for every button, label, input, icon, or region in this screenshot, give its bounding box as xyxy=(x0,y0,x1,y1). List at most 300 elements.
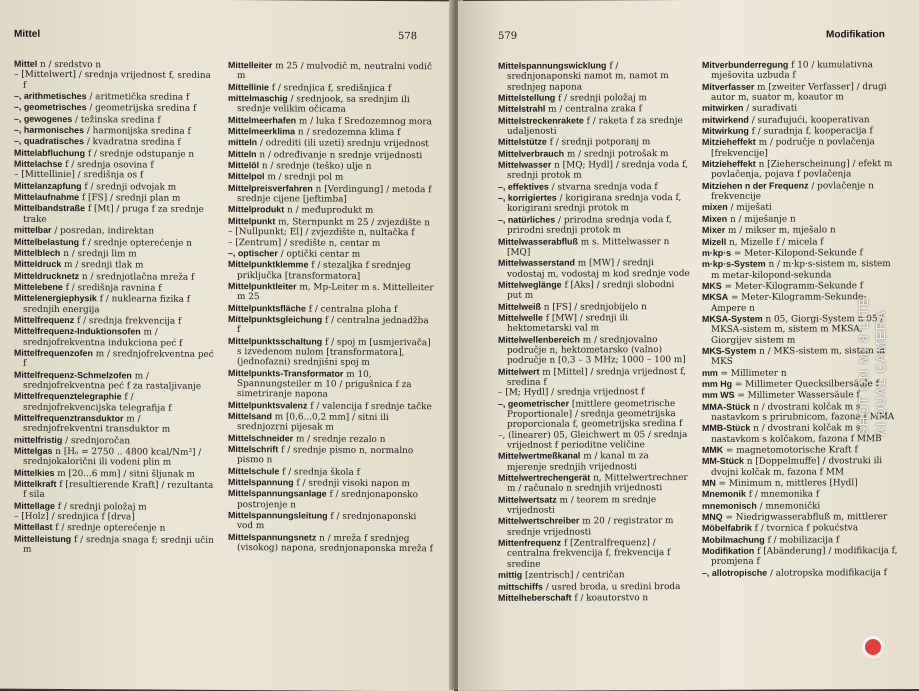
entry-headword: Mittelleistung xyxy=(14,533,72,544)
entry-headword: Mixer xyxy=(702,224,726,236)
entry-definition: / alotropska modifikacija f xyxy=(769,567,887,579)
entry-headword: Modifikation xyxy=(702,545,755,557)
left-header-word: Mittel xyxy=(14,28,41,40)
entry-definition: f / srednja snaga f; srednji učin m xyxy=(23,534,214,555)
entry-headword: Mittelpunktsgleichung xyxy=(228,313,323,325)
entry-headword: Mitteln xyxy=(228,148,257,159)
entry-headword: Mittelkraft xyxy=(14,478,57,490)
entry-headword: Mittelwert xyxy=(498,366,540,377)
entry-definition: = magnetomotorische Kraft f xyxy=(726,445,858,456)
entry-headword: MKSA-System xyxy=(702,313,763,324)
dictionary-entry xyxy=(228,314,434,337)
entry-definition: f / centralna ploha f xyxy=(308,304,398,315)
entry-headword: Mittelfrequenzofen xyxy=(14,347,93,359)
dictionary-entry xyxy=(498,235,690,258)
dictionary-entry xyxy=(14,391,214,414)
entry-definition: f / srednje pismo n, normalno pismo n xyxy=(237,445,414,466)
entry-definition: f [MW] / srednji ili hektometarski val m xyxy=(507,313,628,335)
dictionary-entry xyxy=(228,368,434,401)
dictionary-entry xyxy=(702,444,898,456)
entry-headword: Mittelheberschaft xyxy=(498,592,572,603)
entry-definition: – [Zentrum] / središte n, centar m xyxy=(228,237,381,249)
entry-headword: Mitteldrucknetz xyxy=(14,270,80,281)
entry-definition: = Millimeter Wassersäule f xyxy=(737,390,860,402)
entry-headword: Mittelleiter xyxy=(228,60,273,71)
entry-definition: / harmonijska sredina f xyxy=(86,126,191,137)
entry-definition: f / srednji potporanj m xyxy=(549,137,651,149)
entry-headword: mittelfristig xyxy=(14,434,63,445)
entry-headword: MKSA xyxy=(702,292,729,303)
dictionary-entry xyxy=(498,279,690,302)
camera-watermark xyxy=(855,297,889,436)
dictionary-entry xyxy=(702,202,898,214)
entry-headword: Mittenfrequenz xyxy=(498,537,562,548)
entry-definition: / surađivati xyxy=(746,103,798,115)
entry-headword: Mittelspannung xyxy=(228,477,294,488)
entry-headword: mixen xyxy=(702,202,728,213)
entry-definition: = Minimum n, mittleres [Hydl] xyxy=(718,478,858,489)
entry-definition: m / teorem m srednje vrijednosti xyxy=(507,494,657,516)
entry-definition: f [Zentralfrequenz] / centralna frekvencija f, frekvencija f sredine xyxy=(507,538,671,570)
entry-headword: Mittelwertrechengerät xyxy=(498,472,591,483)
dictionary-entry xyxy=(702,236,898,248)
dictionary-entry xyxy=(228,532,434,555)
entry-definition: = Millimeter Quecksilbersäule f xyxy=(734,379,879,390)
entry-headword: Mittelstreckenrakete xyxy=(498,115,584,126)
entry-definition: f / srednje odstupanje n xyxy=(87,148,195,160)
entry-headword: MNQ xyxy=(702,511,723,523)
entry-headword: Mitverfasser xyxy=(702,81,755,92)
dictionary-entry xyxy=(498,592,690,604)
dictionary-entry xyxy=(498,103,690,115)
entry-definition: f / srednjonaponski vod m xyxy=(237,511,417,532)
entry-definition: m / srednji tlak m xyxy=(64,260,144,271)
entry-definition: m 10, Spannungsteiler m 10 / prigušnica f za simetriranje napona xyxy=(237,369,412,400)
entry-headword: Mittelspannungsleitung xyxy=(228,510,328,521)
dictionary-entry xyxy=(228,93,434,116)
entry-definition: n / međuprodukt m xyxy=(287,205,374,217)
entry-definition: – [Mittellinie] / središnja os f xyxy=(14,170,144,181)
entry-headword: Mittelwasserstand xyxy=(498,257,575,269)
entry-definition: n / sredozemna klima f xyxy=(297,127,401,139)
entry-headword: mittelbar xyxy=(14,224,52,236)
entry-headword: Mittelgas xyxy=(14,445,53,456)
entry-headword: Mittelfrequenz-Schmelzofen xyxy=(14,369,132,381)
entry-headword: MKS xyxy=(702,280,722,291)
entry-headword: Mittelstellung xyxy=(498,92,556,103)
entry-headword: Mittelmeerhafen xyxy=(228,114,297,126)
entry-definition: n / mreža f srednjeg (visokog) napona, srednjonaponska mreža f xyxy=(237,533,433,555)
entry-definition: m s. Mittelwasser n [MQ] xyxy=(507,236,670,258)
entry-definition: / geometrijska sredina f xyxy=(89,103,197,115)
entry-definition: m [0,6...0,2 mm] / sitni ili srednjozrni pijesak m xyxy=(237,412,389,433)
entry-definition: f / srednji visoki napon m xyxy=(296,478,410,490)
entry-definition: m / kanal m za mjerenje srednjih vrijednosti xyxy=(507,451,649,473)
entry-definition: f / spoj m [usmjerivača] s izvedenom nulom [transformatora], (jednofazni) srednjišni spoj m xyxy=(237,337,431,369)
entry-headword: Mittelbelastung xyxy=(14,236,80,247)
dictionary-entry xyxy=(498,257,690,280)
entry-headword: Mittellinie xyxy=(228,81,269,92)
entry-definition: f / srednjofrekvencijska telegrafija f xyxy=(23,392,172,414)
entry-headword: Mittelabfluchung xyxy=(14,147,85,158)
dictionary-entry xyxy=(702,523,898,535)
entry-definition: m / srednje rezalo n xyxy=(295,434,386,445)
entry-definition: f [Aks] / srednji slobodni put m xyxy=(507,279,675,302)
entry-headword: Mitzieheffekt xyxy=(702,137,756,148)
entry-headword: Mittelsand xyxy=(228,411,272,422)
entry-definition: n / srednje (teško) ulje n xyxy=(261,161,372,172)
dictionary-entry xyxy=(498,569,690,581)
entry-definition: n [Verdingung] / metoda f srednje cijene [jeftimba] xyxy=(237,184,432,205)
dictionary-entry xyxy=(702,488,898,500)
entry-headword: m·kp·s xyxy=(702,247,732,258)
right-page xyxy=(458,0,919,691)
entry-definition: m / srednjofrekventna peć f xyxy=(23,349,214,370)
entry-headword: Mitwirkung xyxy=(702,125,749,137)
entry-headword: Mittelschrift xyxy=(228,444,279,455)
entry-definition: f / srednje opterećenje n xyxy=(81,237,192,249)
entry-definition: n [Hₒ = 2750 .. 4800 kcal/Nm³] / srednjokalorični ili vodeni plin m xyxy=(23,446,202,469)
entry-definition: f / srednja frekvencija f xyxy=(76,315,182,327)
entry-definition: m / centralna zraka f xyxy=(548,104,642,115)
entry-definition: n / dvostrani kolčak m s nastavkom s prirubnicom, fazona f MMA xyxy=(711,401,895,423)
entry-headword: MN xyxy=(702,477,716,489)
entry-headword: Mittelanzapfung xyxy=(14,180,82,191)
dictionary-entry xyxy=(228,281,434,304)
entry-definition: m, Sternpunkt m 25 / zvjezdište n xyxy=(278,217,430,229)
entry-headword: mittig xyxy=(498,569,523,580)
entry-definition: m / srednjofrekventna indukciona peć f xyxy=(23,327,183,349)
entry-headword: Mittelpunktleiter xyxy=(228,280,297,292)
entry-definition: m / srednjovalno područje n, hektometarsko (valno) područje n [0,3 – 3 MHz; 1000 – 100 m] xyxy=(507,334,686,367)
entry-definition: f / srednja osovina f xyxy=(65,160,154,171)
entry-definition: f / središnja ravnina f xyxy=(65,282,162,294)
entry-headword: Mittelstütze xyxy=(498,137,547,148)
entry-headword: Möbelfabrik xyxy=(702,523,752,534)
entry-headword: Mittelwellenbereich xyxy=(498,334,580,345)
entry-headword: –, harmonisches xyxy=(14,124,85,136)
dictionary-entry xyxy=(498,136,690,148)
entry-definition: = Meter-Kilogramm-Sekunde f xyxy=(724,281,864,292)
entry-definition: f / mobilizacija f xyxy=(767,535,840,546)
dictionary-entry xyxy=(498,214,690,237)
entry-definition: f / suradnja f, kooperacija f xyxy=(751,126,873,137)
entry-definition: f / srednja škola f xyxy=(282,467,360,478)
entry-definition: f / srednjonaponsko postrojenje n xyxy=(237,490,418,511)
left-page-number: 578 xyxy=(398,31,418,43)
entry-headword: Mittelöl xyxy=(228,160,260,171)
entry-definition: f / srednjica f, središnjica f xyxy=(271,82,392,94)
entry-headword: MMK xyxy=(702,444,724,455)
entry-headword: Mizell xyxy=(702,236,727,247)
entry-definition: f / srednje opterećenje n xyxy=(55,523,166,535)
dictionary-entry xyxy=(228,510,434,533)
entry-definition: = Meter-Kilogramm-Sekunde-Ampere n xyxy=(711,292,867,314)
watermark-line-1: SHOT ON MI 8 LITE xyxy=(856,296,871,436)
watermark-line-2: AI DUAL CAMERA xyxy=(873,309,888,436)
dictionary-entry xyxy=(228,137,434,150)
entry-definition: n / MKS-sistem m, sistem m MKS xyxy=(711,346,886,368)
entry-definition: / srednjoročan xyxy=(65,435,131,447)
entry-definition: m [zweiter Verfasser] / drugi autor m, suator m, koautor m xyxy=(711,81,887,103)
entry-headword: Mittelwelle xyxy=(498,312,543,323)
entry-definition: / posredan, indirektan xyxy=(54,226,155,237)
entry-definition: = Niedrigwasserabfluß m, mittlerer xyxy=(725,512,888,523)
entry-headword: Mittelblech xyxy=(14,247,61,258)
entry-definition: n [FS] / srednjobijelo n xyxy=(543,301,647,313)
entry-definition: m / luka f Sredozemnog mora xyxy=(298,116,432,127)
entry-headword: Mitteldruck xyxy=(14,258,62,270)
entry-headword: Mittelwertsatz xyxy=(498,494,557,505)
dictionary-entry xyxy=(702,224,898,236)
entry-definition: f / tvornica f pokućstva xyxy=(754,523,858,535)
dictionary-entry xyxy=(702,180,898,203)
dictionary-entry xyxy=(228,444,434,467)
entry-headword: mittelmaschig xyxy=(228,93,288,104)
entry-headword: Mittelfrequenz-Induktionsofen xyxy=(14,325,141,337)
entry-definition: / srednjook, sa srednjim ili srednje velikim očicama xyxy=(237,94,410,116)
entry-definition: [mittlere geometrische Proportionale] / srednja geometrijska proporcionala f, geometrijska sredina f xyxy=(507,398,683,431)
dictionary-entry xyxy=(702,280,898,292)
entry-headword: Mittelspannungsnetz xyxy=(228,531,317,543)
entry-headword: mm Hg xyxy=(702,378,733,389)
dictionary-entry xyxy=(228,411,434,434)
entry-definition: / surađujući, kooperativan xyxy=(751,114,870,126)
dictionary-entry xyxy=(14,293,214,316)
entry-definition: m 20 / registrator m srednje vrijednosti xyxy=(507,516,674,538)
entry-definition: – [M; Hydl] / srednja vrijednost f xyxy=(498,387,645,399)
entry-definition: / kvadratna sredina f xyxy=(86,137,181,149)
entry-headword: Mittelspannungsanlage xyxy=(228,488,327,500)
entry-headword: mittschiffs xyxy=(498,581,543,592)
dictionary-entry xyxy=(498,494,690,517)
entry-definition: n, Mizelle f / micela f xyxy=(729,236,824,248)
entry-headword: Mittelfrequenz xyxy=(14,314,75,325)
entry-headword: Mittelschneider xyxy=(228,432,294,444)
entry-definition: f / srednji položaj m xyxy=(558,93,647,104)
entry-definition: f / centralna jednadžba f xyxy=(237,315,429,336)
entry-definition: / korigirana srednja voda f, korigirani srednji protok m xyxy=(507,193,682,215)
dictionary-entry xyxy=(702,567,898,579)
entry-definition: / težinska sredina f xyxy=(75,114,161,126)
entry-headword: Mixen xyxy=(702,213,728,224)
entry-definition: n / m·kp·s-sistem m, sistem m metar-kilopond-sekunda xyxy=(711,259,891,281)
entry-definition: m [Mittel] / srednja vrijednost f, sredina f xyxy=(507,366,687,388)
dictionary-entry xyxy=(14,446,214,469)
entry-definition: [zentrisch] / centričan xyxy=(524,570,625,581)
dictionary-entry xyxy=(14,203,214,226)
dictionary-entry xyxy=(702,114,898,126)
entry-definition: – [Holz] / srednjica f [drva] xyxy=(14,511,135,523)
entry-definition: m / srednjofrekventna peć f za rastaljivanje xyxy=(23,371,202,392)
entry-definition: m / srednji potrošak m xyxy=(566,148,669,160)
entry-definition: m, Mp-Leiter m s. Mittelleiter m 25 xyxy=(237,282,434,303)
entry-definition: f [resultierende Kraft] / rezultanta f sila xyxy=(23,480,214,501)
entry-headword: Mittelschule xyxy=(228,465,280,477)
dictionary-entry xyxy=(14,479,214,502)
dictionary-entry xyxy=(702,247,898,259)
entry-headword: MMA-Stück xyxy=(702,401,751,412)
entry-headword: –, effektives xyxy=(498,181,549,192)
entry-headword: Mittelprodukt xyxy=(228,204,285,215)
dictionary-entry xyxy=(498,450,690,473)
dictionary-entry xyxy=(14,369,214,392)
entry-headword: Mittelfrequenztelegraphie xyxy=(14,391,122,402)
entry-definition: / usred broda, u sredini broda xyxy=(545,581,681,593)
entry-headword: Mittelpunktklemme xyxy=(228,259,309,270)
dictionary-entry xyxy=(498,430,690,452)
right-header-word: Modifikation xyxy=(826,29,885,41)
dictionary-entry xyxy=(702,136,898,159)
dictionary-entry xyxy=(498,398,690,431)
entry-headword: Mittelwertschreiber xyxy=(498,515,580,527)
entry-definition: / miješati xyxy=(730,203,772,214)
entry-definition: f / srednji odvojak m xyxy=(84,181,177,193)
entry-definition: n [Doppelmuffe] / dvostruki ili dvojni kolčak m, fazona f MM xyxy=(711,456,883,478)
entry-definition: / optički centar m xyxy=(280,249,361,260)
entry-headword: Mitverbunderregung xyxy=(702,59,789,70)
entry-headword: Mittellast xyxy=(14,522,53,533)
entry-definition: – [Nullpunkt; El] / zvjezdište n, nultačka f xyxy=(228,227,415,239)
entry-definition: = Meter-Kilopond-Sekunde f xyxy=(733,248,863,259)
entry-definition: m / srednji pol m xyxy=(267,172,344,184)
dictionary-entry xyxy=(702,213,898,225)
entry-definition: / odrediti (ili uzeti) srednju vrijednost xyxy=(259,138,429,150)
right-page-number: 579 xyxy=(498,30,518,42)
entry-headword: Mittelverbrauch xyxy=(498,148,565,159)
entry-headword: Mittelwasser xyxy=(498,159,552,170)
entry-headword: –, geometrischer xyxy=(498,398,570,409)
entry-headword: Mittelweiß xyxy=(498,301,541,312)
entry-definition: / prirodna srednja voda f, prirodni srednji protok m xyxy=(507,214,672,236)
dictionary-entry xyxy=(702,81,898,104)
entry-headword: Mittelmeerklima xyxy=(228,126,296,137)
dictionary-entry xyxy=(498,181,690,193)
entry-headword: mnemonisch xyxy=(702,500,757,511)
entry-definition: n / srednji lim m xyxy=(63,248,137,260)
dictionary-entry xyxy=(702,545,898,568)
dictionary-entry xyxy=(14,70,214,92)
entry-headword: Mittelpunktsfläche xyxy=(228,302,306,314)
dictionary-entry xyxy=(702,500,898,512)
entry-headword: –, allotropische xyxy=(702,567,768,578)
entry-headword: Mittelwasserabfluß xyxy=(498,235,578,247)
entry-definition: f / valencija f srednje tačke xyxy=(310,401,432,412)
entry-definition: n / miješanje n xyxy=(729,214,796,225)
entry-definition: f [FS] / srednji plan m xyxy=(81,193,181,204)
entry-headword: Mnemonik xyxy=(702,489,746,500)
dictionary-entry xyxy=(702,59,898,82)
entry-definition: m [MW] / srednji vodostaj m, vodostaj m kod srednje vode xyxy=(507,258,690,280)
entry-definition: m [20...6 mm] / sitni šljunak m xyxy=(57,468,195,480)
entry-headword: MM-Stück xyxy=(702,456,744,467)
dictionary-entry xyxy=(498,472,690,495)
left-column-2 xyxy=(228,60,434,555)
entry-headword: Mittel xyxy=(14,58,38,69)
entry-headword: –, arithmetisches xyxy=(14,90,87,102)
entry-definition: n / određivanje n srednje vrijednosti xyxy=(259,149,423,161)
entry-definition: f / raketa f za srednje udaljenosti xyxy=(507,115,683,137)
dictionary-entry xyxy=(498,537,690,570)
dictionary-entry xyxy=(14,348,214,371)
dictionary-entry xyxy=(498,192,690,215)
right-column-1 xyxy=(498,60,690,604)
dictionary-entry xyxy=(228,259,434,282)
entry-definition: / stvarna srednja voda f xyxy=(551,181,658,193)
entry-headword: Mittelachse xyxy=(14,158,63,170)
entry-headword: –, natürliches xyxy=(498,214,556,225)
entry-definition: n, Mittelwertrechner m / računalo n srednjih vrijednosti xyxy=(507,473,688,495)
entry-headword: Mittelpunkts-Transformator xyxy=(228,367,344,379)
dictionary-entry xyxy=(498,366,690,389)
entry-headword: Mittelpreisverfahren xyxy=(228,182,313,194)
entry-definition: = Millimeter n xyxy=(720,368,787,379)
dictionary-entry xyxy=(702,534,898,546)
entry-definition: n 05, Giorgi-System n 05 / MKSA-sistem m, sistem m MKSA, Giorgijev sistem m xyxy=(711,314,884,346)
dictionary-entry xyxy=(498,115,690,138)
dictionary-entry xyxy=(498,92,690,104)
dictionary-entry xyxy=(702,125,898,137)
entry-definition: f [Mt] / pruga f za srednje trake xyxy=(23,204,204,225)
entry-headword: Mittelpunktsschaltung xyxy=(228,335,323,347)
entry-definition: m / mikser m, mješalo n xyxy=(728,225,836,236)
dictionary-entry xyxy=(702,158,898,181)
entry-headword: Mittelpol xyxy=(228,171,265,182)
dictionary-entry xyxy=(14,413,214,436)
entry-headword: Mittelwertmeßkanal xyxy=(498,450,581,462)
entry-headword: Mittelstrahl xyxy=(498,103,546,115)
entry-headword: Mittelaufnahme xyxy=(14,191,80,203)
dictionary-entry xyxy=(228,488,434,511)
dictionary-entry xyxy=(702,477,898,489)
dictionary-entry xyxy=(498,312,690,335)
dictionary-entry xyxy=(498,515,690,538)
entry-definition: n / dvostrani kolčak m s nastavkom s kolčakom, fazona f MMB xyxy=(711,423,882,445)
entry-headword: Mittelpunkt xyxy=(228,215,276,227)
dictionary-entry xyxy=(702,102,898,114)
entry-headword: –, geometrisches xyxy=(14,102,87,113)
camera-logo-icon xyxy=(862,636,884,658)
entry-definition: –, (linearer) 05, Gleichwert m 05 / srednja vrijednost f perioditne veličine xyxy=(498,429,688,451)
dictionary-entry xyxy=(228,183,434,206)
entry-headword: Mobilmachung xyxy=(702,534,765,545)
dictionary-entry xyxy=(498,148,690,160)
entry-definition: n [MQ; Hydl] / srednja voda f, srednji protok m xyxy=(507,160,688,182)
entry-definition: f / nuklearna fizika f srednjih energija xyxy=(23,294,191,315)
entry-headword: mitteln xyxy=(228,137,258,148)
entry-definition: / aritmetička sredina f xyxy=(89,92,190,103)
entry-headword: –, quadratisches xyxy=(14,136,85,147)
entry-headword: –, optischer xyxy=(228,247,278,259)
entry-definition: n / sredstvo n xyxy=(40,59,102,71)
entry-definition: – [Mittelwert] / srednja vrijednost f, sredina f xyxy=(14,70,211,91)
entry-definition: / povlačenje n frekvencije xyxy=(711,180,874,203)
entry-definition: / mnemonički xyxy=(759,501,821,512)
entry-headword: Mittelbandstraße xyxy=(14,203,86,214)
dictionary-entry xyxy=(14,326,214,349)
entry-headword: MKS-System xyxy=(702,345,757,356)
entry-headword: mm xyxy=(702,367,718,378)
entry-definition: m / srednjofrekventni transduktor m xyxy=(23,414,171,435)
entry-definition: n [Zieherscheinung] / efekt m povlačenja, pojava f povlačenja xyxy=(711,159,893,181)
entry-definition: f / koautorstvo n xyxy=(574,593,649,604)
dictionary-entry xyxy=(498,580,690,592)
left-column-1 xyxy=(14,59,214,557)
entry-headword: Mittelenergiephysik xyxy=(14,292,97,304)
entry-headword: Mittellage xyxy=(14,500,55,511)
left-page xyxy=(0,0,454,691)
entry-headword: mm WS xyxy=(702,390,735,401)
